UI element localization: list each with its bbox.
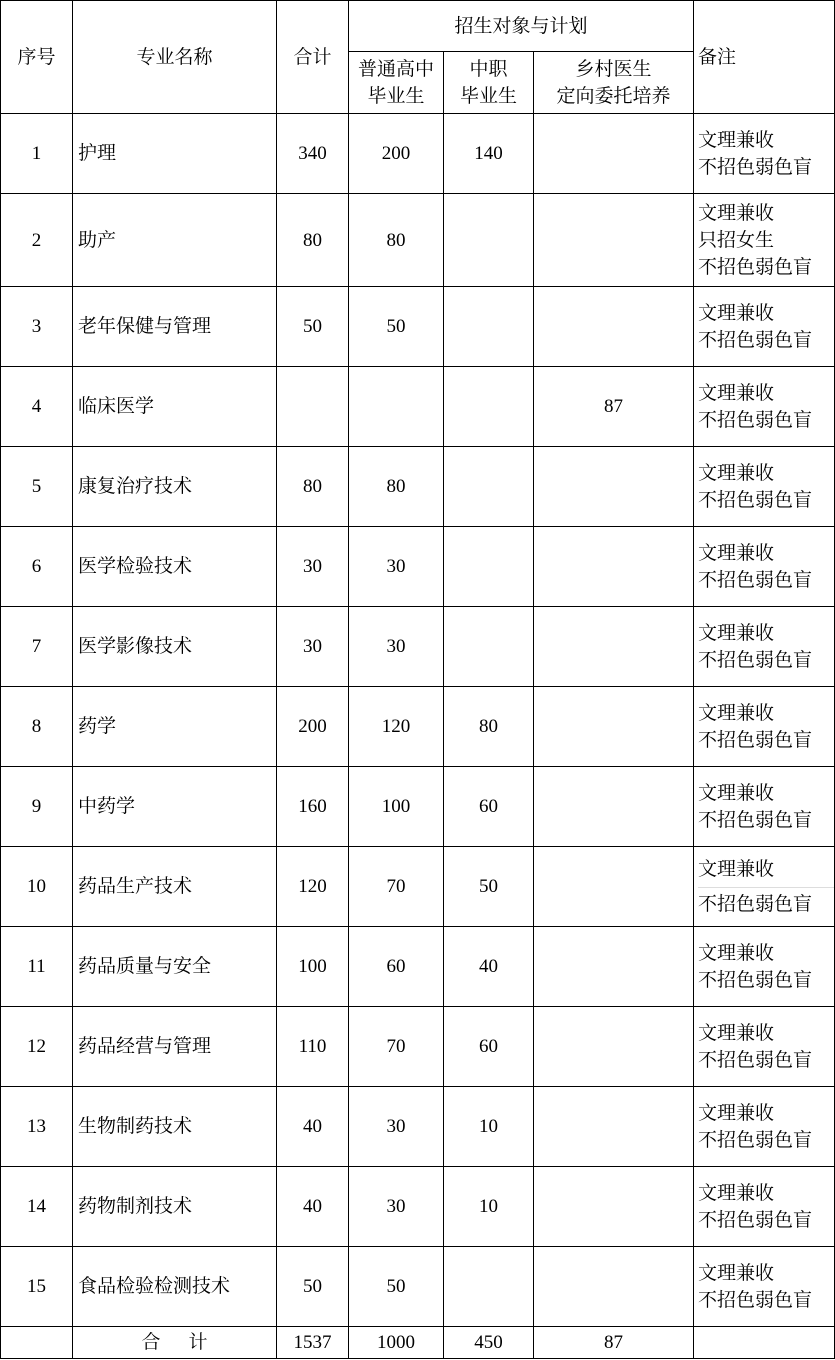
header-high-school-line2: 毕业生: [367, 84, 425, 107]
row-rural-doctor: 87: [534, 367, 694, 447]
row-vocational: [444, 367, 534, 447]
row-high-school: 50: [349, 287, 444, 367]
row-total: 50: [277, 287, 349, 367]
row-seq: 6: [1, 527, 73, 607]
row-major-name: 助产: [73, 194, 277, 287]
row-seq: 5: [1, 447, 73, 527]
row-seq: 8: [1, 687, 73, 767]
row-high-school: 70: [349, 847, 444, 927]
row-major-name: 生物制药技术: [73, 1087, 277, 1167]
row-note-line: 文理兼收: [698, 541, 775, 564]
header-seq: 序号: [1, 1, 73, 114]
row-notes: [694, 287, 835, 367]
row-major-name: 药品经营与管理: [73, 1007, 277, 1087]
row-note-line: 文理兼收: [698, 621, 775, 644]
row-note-line: 文理兼收: [698, 857, 775, 880]
table-row: [1, 1007, 835, 1087]
row-major-name: 护理: [73, 114, 277, 194]
row-note-line: 文理兼收: [698, 461, 775, 484]
table-row: [1, 1087, 835, 1167]
row-rural-doctor: [534, 607, 694, 687]
row-vocational: 10: [444, 1167, 534, 1247]
row-high-school: 200: [349, 114, 444, 194]
row-notes: [694, 194, 835, 287]
row-high-school: 80: [349, 447, 444, 527]
row-major-name: 医学影像技术: [73, 607, 277, 687]
row-high-school: 60: [349, 927, 444, 1007]
row-major-name: 老年保健与管理: [73, 287, 277, 367]
total-row-rural: 87: [534, 1327, 694, 1359]
row-note-line: 不招色弱色盲: [698, 568, 813, 591]
row-notes: [694, 527, 835, 607]
row-note-line: 不招色弱色盲: [698, 1208, 813, 1231]
header-vocational: [444, 52, 534, 114]
header-vocational-line2: 毕业生: [459, 84, 517, 107]
row-notes: [694, 687, 835, 767]
total-row-vocational: 450: [444, 1327, 534, 1359]
table-row: [1, 527, 835, 607]
row-total: 160: [277, 767, 349, 847]
row-high-school: 120: [349, 687, 444, 767]
row-seq: 12: [1, 1007, 73, 1087]
row-vocational: [444, 287, 534, 367]
row-total: 30: [277, 527, 349, 607]
row-note-line: 文理兼收: [698, 381, 775, 404]
row-notes: [694, 927, 835, 1007]
total-label-part1: 合: [141, 1331, 161, 1353]
row-note-line: 文理兼收: [698, 701, 775, 724]
row-rural-doctor: [534, 1167, 694, 1247]
row-vocational: [444, 607, 534, 687]
row-rural-doctor: [534, 767, 694, 847]
row-note-line: 文理兼收: [698, 781, 775, 804]
row-rural-doctor: [534, 1087, 694, 1167]
table-row: [1, 114, 835, 194]
total-row-label: [73, 1327, 277, 1359]
row-major-name: 食品检验检测技术: [73, 1247, 277, 1327]
row-total: 200: [277, 687, 349, 767]
row-note-line: 不招色弱色盲: [698, 728, 813, 751]
row-notes: [694, 367, 835, 447]
row-high-school: [349, 367, 444, 447]
row-rural-doctor: [534, 287, 694, 367]
row-notes: [694, 1087, 835, 1167]
row-rural-doctor: [534, 1007, 694, 1087]
row-note-line: 文理兼收: [698, 1021, 775, 1044]
row-total: 120: [277, 847, 349, 927]
row-total: 80: [277, 194, 349, 287]
table-row: [1, 194, 835, 287]
row-total: 30: [277, 607, 349, 687]
row-notes: [694, 767, 835, 847]
table-row: [1, 1167, 835, 1247]
row-high-school: 30: [349, 607, 444, 687]
row-vocational: [444, 527, 534, 607]
row-high-school: 50: [349, 1247, 444, 1327]
header-row-top: [1, 1, 835, 52]
row-notes: [694, 447, 835, 527]
header-vocational-line1: 中职: [469, 57, 508, 80]
row-rural-doctor: [534, 927, 694, 1007]
row-note-line: 不招色弱色盲: [698, 1288, 813, 1311]
row-vocational: 50: [444, 847, 534, 927]
total-row: [1, 1327, 835, 1359]
row-rural-doctor: [534, 447, 694, 527]
row-total: [277, 367, 349, 447]
row-major-name: 医学检验技术: [73, 527, 277, 607]
row-note-line: 不招色弱色盲: [698, 408, 813, 431]
row-high-school: 30: [349, 1087, 444, 1167]
total-row-notes: [694, 1327, 835, 1359]
row-high-school: 80: [349, 194, 444, 287]
total-label-part2: 计: [188, 1331, 208, 1353]
row-rural-doctor: [534, 114, 694, 194]
row-total: 40: [277, 1167, 349, 1247]
row-note-line: 文理兼收: [698, 941, 775, 964]
row-note-line: 只招女生: [698, 228, 775, 251]
row-note-line: 文理兼收: [698, 1261, 775, 1284]
row-major-name: 药学: [73, 687, 277, 767]
row-major-name: 药品生产技术: [73, 847, 277, 927]
row-vocational: 60: [444, 767, 534, 847]
row-seq: 9: [1, 767, 73, 847]
header-major-name: 专业名称: [73, 1, 277, 114]
table-row: [1, 1247, 835, 1327]
row-major-name: 临床医学: [73, 367, 277, 447]
row-major-name: 药品质量与安全: [73, 927, 277, 1007]
row-major-name: 中药学: [73, 767, 277, 847]
row-notes: [694, 1247, 835, 1327]
row-high-school: 30: [349, 527, 444, 607]
row-note-line: 不招色弱色盲: [698, 155, 813, 178]
row-note-line: 不招色弱色盲: [698, 648, 813, 671]
table-row: [1, 607, 835, 687]
header-plan-group: 招生对象与计划: [349, 1, 694, 52]
row-note-line: 不招色弱色盲: [698, 1048, 813, 1071]
table-row: [1, 367, 835, 447]
row-seq: 3: [1, 287, 73, 367]
header-notes: 备注: [694, 1, 835, 114]
row-note-line: 不招色弱色盲: [698, 808, 813, 831]
total-row-high-school: 1000: [349, 1327, 444, 1359]
row-seq: 15: [1, 1247, 73, 1327]
row-note-line: 文理兼收: [698, 301, 775, 324]
row-vocational: 140: [444, 114, 534, 194]
row-note-line: 文理兼收: [698, 201, 775, 224]
row-vocational: [444, 1247, 534, 1327]
header-rural-line1: 乡村医生: [575, 57, 652, 80]
row-rural-doctor: [534, 194, 694, 287]
row-total: 80: [277, 447, 349, 527]
row-seq: 2: [1, 194, 73, 287]
header-high-school: [349, 52, 444, 114]
row-seq: 11: [1, 927, 73, 1007]
row-note-line: 不招色弱色盲: [698, 488, 813, 511]
row-note-line: 文理兼收: [698, 1181, 775, 1204]
row-notes: [694, 114, 835, 194]
row-notes: [694, 607, 835, 687]
table-row: [1, 927, 835, 1007]
row-note-line: 不招色弱色盲: [698, 255, 813, 278]
row-seq: 4: [1, 367, 73, 447]
row-high-school: 100: [349, 767, 444, 847]
row-note-line: 文理兼收: [698, 1101, 775, 1124]
row-note-line: 不招色弱色盲: [698, 1128, 813, 1151]
row-note-line: 不招色弱色盲: [698, 328, 813, 351]
row-note-line: 不招色弱色盲: [698, 887, 834, 918]
row-total: 50: [277, 1247, 349, 1327]
row-seq: 7: [1, 607, 73, 687]
row-major-name: 康复治疗技术: [73, 447, 277, 527]
row-rural-doctor: [534, 527, 694, 607]
total-row-total: 1537: [277, 1327, 349, 1359]
total-row-seq: [1, 1327, 73, 1359]
row-note-line: 不招色弱色盲: [698, 968, 813, 991]
table-body: [1, 114, 835, 1327]
row-vocational: 10: [444, 1087, 534, 1167]
row-seq: 14: [1, 1167, 73, 1247]
row-vocational: 60: [444, 1007, 534, 1087]
row-vocational: 80: [444, 687, 534, 767]
row-major-name: 药物制剂技术: [73, 1167, 277, 1247]
row-vocational: [444, 447, 534, 527]
table-row: [1, 287, 835, 367]
row-total: 100: [277, 927, 349, 1007]
table-row: [1, 847, 835, 927]
row-rural-doctor: [534, 847, 694, 927]
table-row: [1, 687, 835, 767]
header-rural-doctor: [534, 52, 694, 114]
row-rural-doctor: [534, 687, 694, 767]
row-note-line: 文理兼收: [698, 128, 775, 151]
row-seq: 10: [1, 847, 73, 927]
row-seq: 13: [1, 1087, 73, 1167]
row-vocational: 40: [444, 927, 534, 1007]
table-row: [1, 447, 835, 527]
row-seq: 1: [1, 114, 73, 194]
row-total: 340: [277, 114, 349, 194]
header-rural-line2: 定向委托培养: [556, 84, 671, 107]
table-row: [1, 767, 835, 847]
row-high-school: 30: [349, 1167, 444, 1247]
header-total: 合计: [277, 1, 349, 114]
row-high-school: 70: [349, 1007, 444, 1087]
row-vocational: [444, 194, 534, 287]
row-notes: [694, 847, 835, 927]
header-high-school-line1: 普通高中: [357, 57, 434, 80]
row-notes: [694, 1167, 835, 1247]
row-total: 110: [277, 1007, 349, 1087]
row-total: 40: [277, 1087, 349, 1167]
row-notes: [694, 1007, 835, 1087]
row-rural-doctor: [534, 1247, 694, 1327]
